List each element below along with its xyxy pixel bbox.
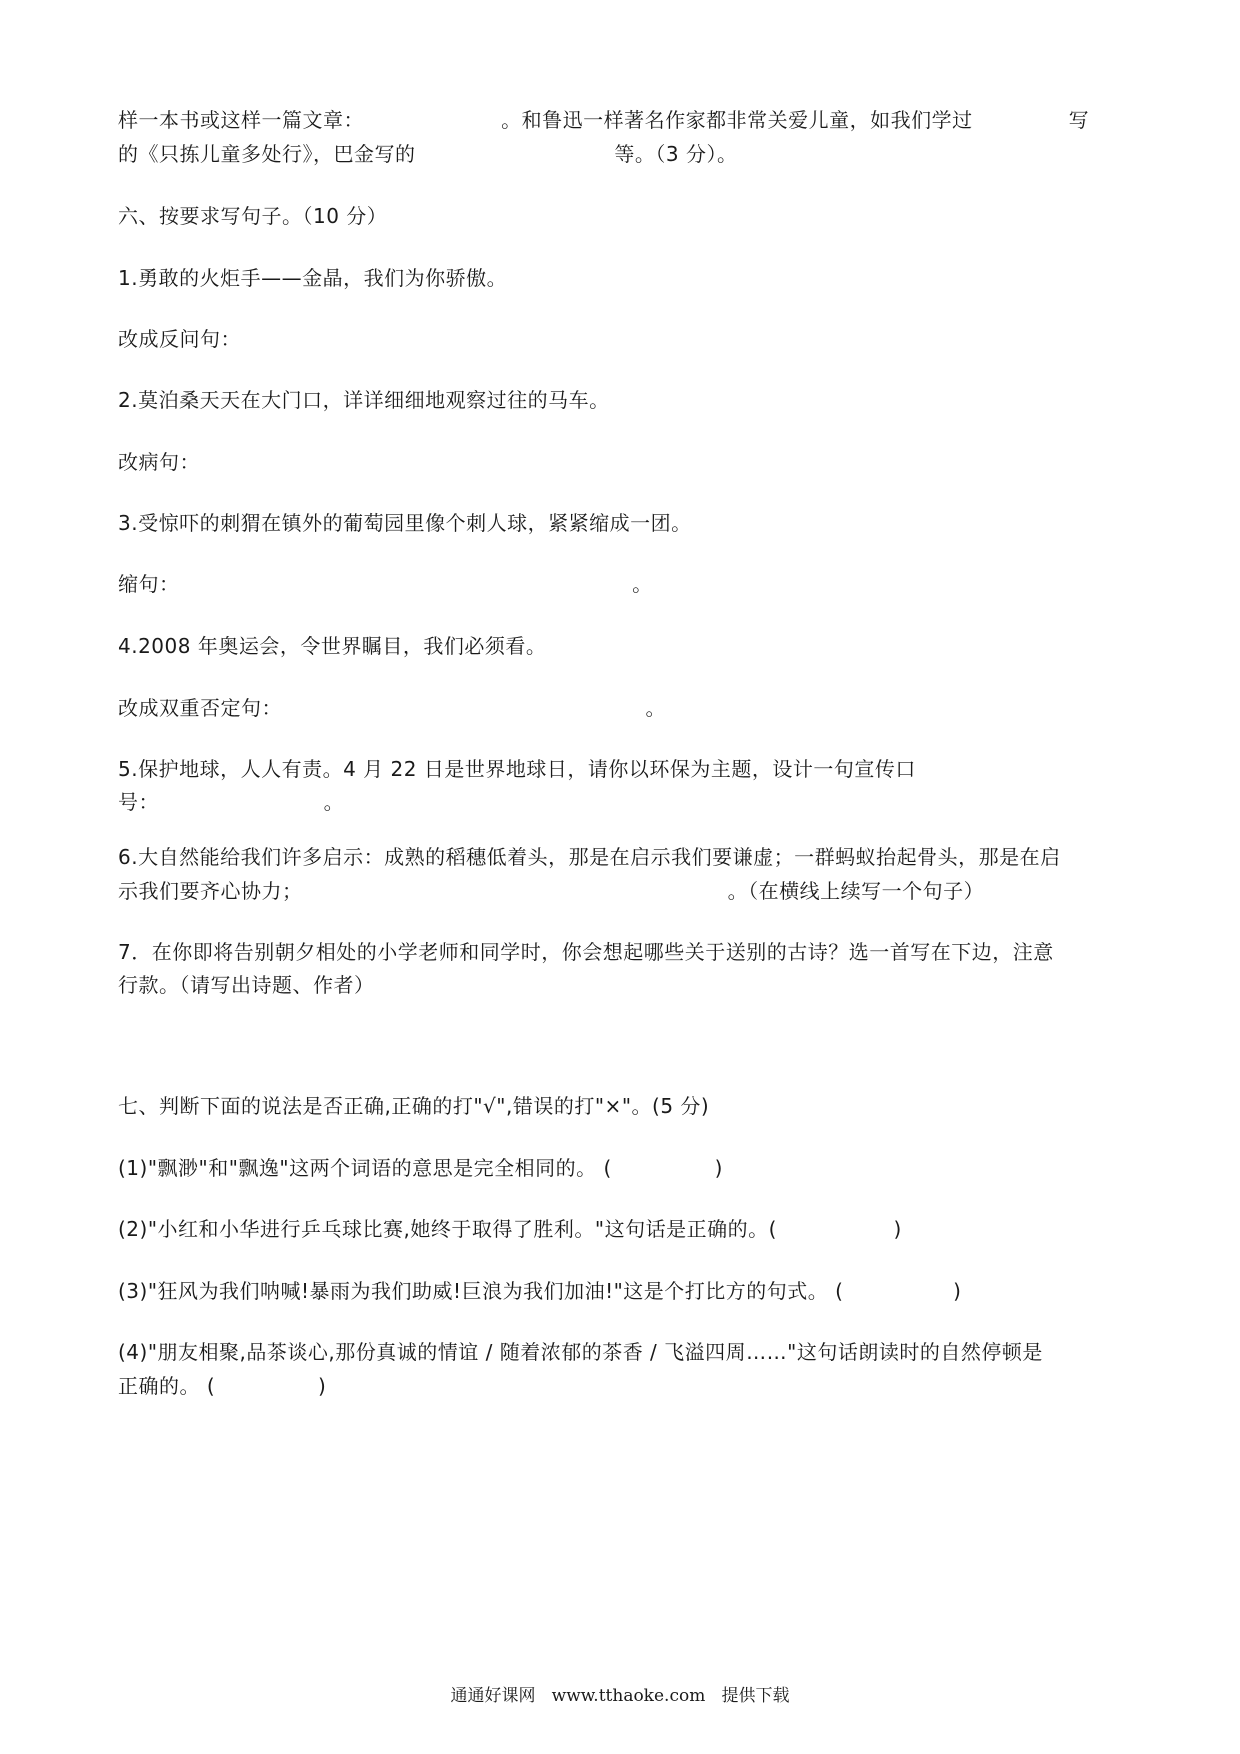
judgment-2: (2)"小红和小华进行乒乓球比赛,她终于取得了胜利。"这句话是正确的。( ) <box>118 1217 902 1241</box>
question-7-continued: 行款。（请写出诗题、作者） <box>118 973 375 997</box>
question-3-instruction: 缩句： 。 <box>118 572 653 596</box>
text-line-2: 的《只拣儿童多处行》，巴金写的 等。（3 分）。 <box>118 142 738 166</box>
question-2-instruction: 改病句： <box>118 450 200 474</box>
question-1-instruction: 改成反问句： <box>118 327 241 351</box>
section-seven-heading: 七、判断下面的说法是否正确,正确的打"√",错误的打"×"。(5 分) <box>118 1094 710 1118</box>
section-six-heading: 六、按要求写句子。（10 分） <box>118 204 388 228</box>
question-7: 7．在你即将告别朝夕相处的小学老师和同学时，你会想起哪些关于送别的古诗？选一首写在下边，注意 <box>118 940 1054 964</box>
question-2: 2.莫泊桑天天在大门口，详详细细地观察过往的马车。 <box>118 388 610 412</box>
question-5: 5.保护地球，人人有责。4 月 22 日是世界地球日，请你以环保为主题，设计一句宣传口 <box>118 757 916 781</box>
question-6-continued: 示我们要齐心协力； 。（在横线上续写一个句子） <box>118 879 985 903</box>
text-line-1: 样一本书或这样一篇文章： 。和鲁迅一样著名作家都非常关爱儿童，如我们学过 写 <box>118 108 1090 132</box>
judgment-4-continued: 正确的。 ( ) <box>118 1374 327 1398</box>
judgment-1: (1)"飘渺"和"飘逸"这两个词语的意思是完全相同的。 ( ) <box>118 1156 723 1180</box>
question-6: 6.大自然能给我们许多启示：成熟的稻穗低着头，那是在启示我们要谦虚；一群蚂蚁抬起骨头，那是在启 <box>118 845 1061 869</box>
question-3: 3.受惊吓的刺猬在镇外的葡萄园里像个刺人球，紧紧缩成一团。 <box>118 511 692 535</box>
judgment-3: (3)"狂风为我们呐喊!暴雨为我们助威!巨浪为我们加油!"这是个打比方的句式。 ( ) <box>118 1279 962 1303</box>
question-1: 1.勇敢的火炬手——金晶，我们为你骄傲。 <box>118 266 508 290</box>
page-footer: 通通好课网 www.tthaoke.com 提供下载 <box>450 1686 790 1706</box>
question-5-continued: 号： 。 <box>118 790 345 814</box>
judgment-4: (4)"朋友相聚,品茶谈心,那份真诚的情谊 / 随着浓郁的茶香 / 飞溢四周……"这句话朗读时的自然停顿是 <box>118 1340 1043 1364</box>
question-4-instruction: 改成双重否定句： 。 <box>118 696 666 720</box>
question-4: 4.2008 年奥运会，令世界瞩目，我们必须看。 <box>118 634 547 658</box>
